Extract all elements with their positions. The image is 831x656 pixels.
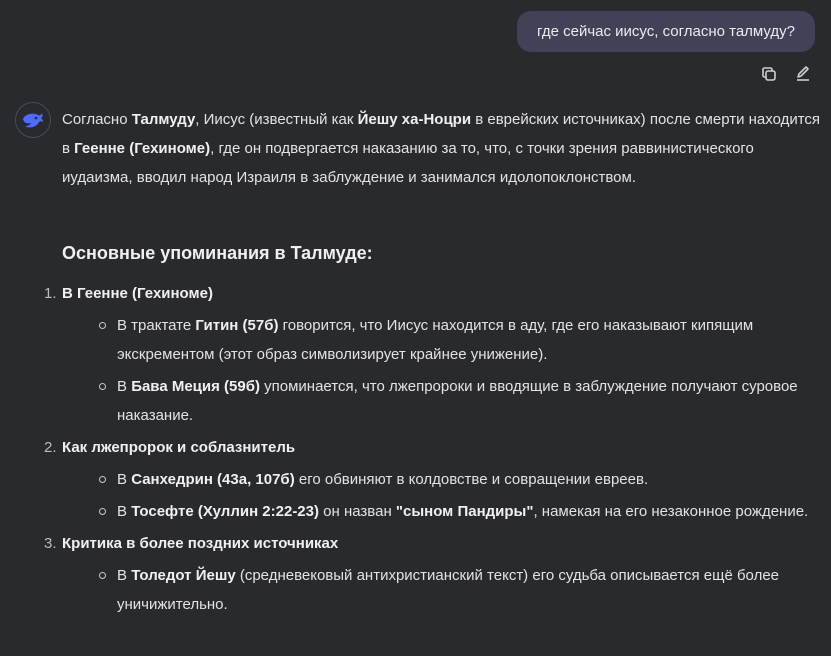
- bold-text: Санхедрин (43а, 107б): [131, 471, 295, 488]
- bold-text: Геенне (Гехиноме): [74, 140, 211, 157]
- sub-list-item: [62, 561, 822, 619]
- sub-list: [62, 311, 822, 430]
- text-run: В: [117, 378, 132, 395]
- list-item: [34, 529, 822, 619]
- text-run: , намекая на его незаконное рождение.: [533, 503, 809, 520]
- sub-list: [62, 465, 822, 526]
- bold-text: "сыном Пандиры": [395, 503, 534, 520]
- list-number: 1.: [44, 285, 57, 302]
- text-run: говорится, что Иисус находится в аду, где его наказывают кипящим экскрементом (этот образ символизирует крайнее унижение).: [117, 317, 754, 363]
- sub-list: [62, 561, 822, 619]
- list-item-title: Критика в более поздних источниках: [62, 535, 339, 552]
- sub-list-item: [62, 311, 822, 369]
- user-message-bubble: [517, 11, 815, 52]
- copy-icon: [760, 65, 778, 83]
- section-heading: Основные упоминания в Талмуде:: [62, 243, 373, 263]
- list-number: 3.: [44, 535, 57, 552]
- text-run: его обвиняют в колдовстве и совращении евреев.: [294, 471, 649, 488]
- bold-text: Бава Меция (59б): [131, 378, 260, 395]
- text-run: , Иисус (известный как: [195, 111, 358, 128]
- bold-text: Гитин (57б): [195, 317, 279, 334]
- text-run: в еврейских источниках) после смерти находится в: [62, 111, 821, 157]
- edit-button[interactable]: [793, 64, 813, 84]
- list-item-title: В Геенне (Гехиноме): [62, 285, 213, 302]
- text-run: упоминается, что лжепророки и вводящие в заблуждение получают суровое наказание.: [117, 378, 798, 424]
- text-run: (средневековый антихристианский текст) его судьба описывается ещё более уничижительно.: [117, 567, 780, 613]
- text-run: В: [117, 471, 132, 488]
- assistant-answer: [44, 105, 822, 613]
- user-message-text: где сейчас иисус, согласно талмуду?: [537, 23, 795, 40]
- list-number: 2.: [44, 439, 57, 456]
- message-actions: [759, 64, 813, 84]
- text-run: Согласно: [62, 111, 132, 128]
- list-item-title: Как лжепророк и соблазнитель: [62, 439, 296, 456]
- mentions-list: [44, 279, 822, 622]
- answer-intro: [62, 105, 822, 192]
- list-item: [34, 279, 822, 430]
- copy-button[interactable]: [759, 64, 779, 84]
- sub-list-item: [62, 497, 822, 526]
- text-run: В трактате: [117, 317, 196, 334]
- edit-icon: [794, 65, 812, 83]
- assistant-avatar: [15, 102, 51, 138]
- sub-list-item: [62, 372, 822, 430]
- text-run: В: [117, 503, 132, 520]
- text-run: он назван: [319, 503, 396, 520]
- sub-list-item: [62, 465, 822, 494]
- bold-text: Тосефте (Хуллин 2:22-23): [131, 503, 319, 520]
- bold-text: Йешу ха-Ноцри: [357, 111, 472, 128]
- whale-logo-icon: [21, 110, 45, 130]
- bold-text: Талмуду: [131, 111, 196, 128]
- list-item: [34, 433, 822, 526]
- text-run: , где он подвергается наказанию за то, что, с точки зрения раввинистического иудаизма, вводил народ Израиля в заблуждение и занимался идолопоклонством.: [62, 140, 754, 186]
- bold-text: Толедот Йешу: [131, 567, 236, 584]
- text-run: В: [117, 567, 132, 584]
